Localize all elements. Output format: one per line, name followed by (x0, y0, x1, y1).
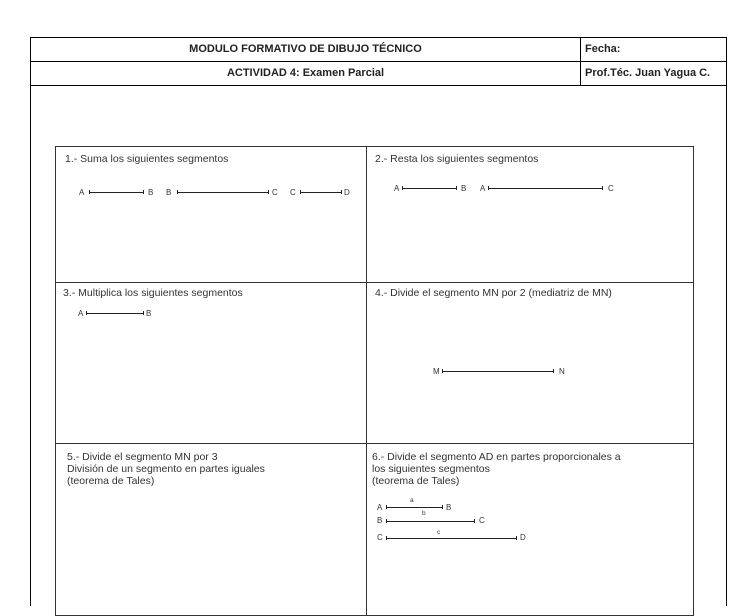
segment-tick (456, 186, 457, 190)
point-label: A (377, 503, 383, 512)
exercise-1-title: 1.- Suma los siguientes segmentos (65, 153, 229, 165)
point-label: B (461, 184, 467, 193)
point-label: C (479, 516, 485, 525)
point-label: B (146, 309, 152, 318)
point-label: C (290, 188, 296, 197)
module-title: MODULO FORMATIVO DE DIBUJO TÉCNICO (31, 38, 581, 61)
segment-ab (86, 313, 144, 314)
exercise-2-title: 2.- Resta los siguientes segmentos (375, 153, 539, 165)
exercise-5-title (67, 451, 265, 487)
segment-tick (516, 536, 517, 540)
header-row-2 (31, 62, 726, 86)
segment-tick (442, 505, 443, 509)
segment-tick (474, 519, 475, 523)
segment-tick (177, 190, 178, 194)
segment-tick (402, 186, 403, 190)
point-label: A (78, 309, 84, 318)
teacher-name: Prof.Téc. Juan Yagua C. (585, 67, 711, 79)
segment-ac (488, 188, 603, 189)
exercise-grid (55, 146, 694, 616)
segment-tick (300, 190, 301, 194)
exercise-4-title: 4.- Divide el segmento MN por 2 (mediatriz de MN) (375, 287, 612, 299)
grid-divider-vertical (366, 147, 367, 615)
segment-ab (402, 188, 457, 189)
segment-tick (488, 186, 489, 190)
point-label: B (148, 188, 154, 197)
point-label: A (394, 184, 400, 193)
header-row-1 (31, 38, 726, 62)
segment-tick (602, 186, 603, 190)
segment-name-b: b (422, 510, 426, 517)
exercise-5-line-1: 5.- Divide el segmento MN por 3 (67, 451, 218, 463)
segment-name-a: a (410, 497, 414, 504)
grid-divider-row-2 (56, 443, 693, 444)
segment-a (386, 507, 443, 508)
point-label: D (344, 188, 350, 197)
segment-b (386, 521, 475, 522)
segment-tick (341, 190, 342, 194)
exercise-6-line-1: 6.- Divide el segmento AD en partes proporcionales a (372, 451, 621, 463)
segment-cd (300, 192, 342, 193)
point-label: N (559, 367, 565, 376)
segment-ab (89, 192, 144, 193)
segment-tick (386, 519, 387, 523)
grid-divider-row-1 (56, 282, 693, 283)
point-label: C (272, 188, 278, 197)
segment-tick (386, 505, 387, 509)
segment-c (386, 538, 517, 539)
segment-tick (86, 311, 87, 315)
segment-tick (143, 190, 144, 194)
segment-tick (442, 369, 443, 373)
point-label: C (377, 533, 383, 542)
exercise-6-title (372, 451, 621, 487)
point-label: B (446, 503, 452, 512)
exercise-6-line-3: (teorema de Tales) (372, 475, 460, 487)
point-label: D (520, 533, 526, 542)
segment-bc (177, 192, 269, 193)
point-label: A (480, 184, 486, 193)
segment-name-c: c (437, 529, 441, 536)
segment-tick (553, 369, 554, 373)
exercise-5-line-2: División de un segmento en partes iguales (67, 463, 265, 475)
segment-tick (143, 311, 144, 315)
activity-title: ACTIVIDAD 4: Examen Parcial (31, 62, 581, 85)
segment-tick (386, 536, 387, 540)
segment-tick (89, 190, 90, 194)
segment-tick (268, 190, 269, 194)
point-label: B (377, 516, 383, 525)
segment-mn (442, 371, 554, 372)
exercise-5-line-3: (teorema de Tales) (67, 475, 155, 487)
point-label: M (433, 367, 440, 376)
exercise-3-title: 3.- Multiplica los siguientes segmentos (63, 287, 243, 299)
point-label: B (166, 188, 172, 197)
date-label: Fecha: (585, 43, 621, 55)
header-table (30, 37, 727, 86)
exercise-6-line-2: los siguientes segmentos (372, 463, 490, 475)
point-label: C (608, 184, 614, 193)
point-label: A (79, 188, 85, 197)
